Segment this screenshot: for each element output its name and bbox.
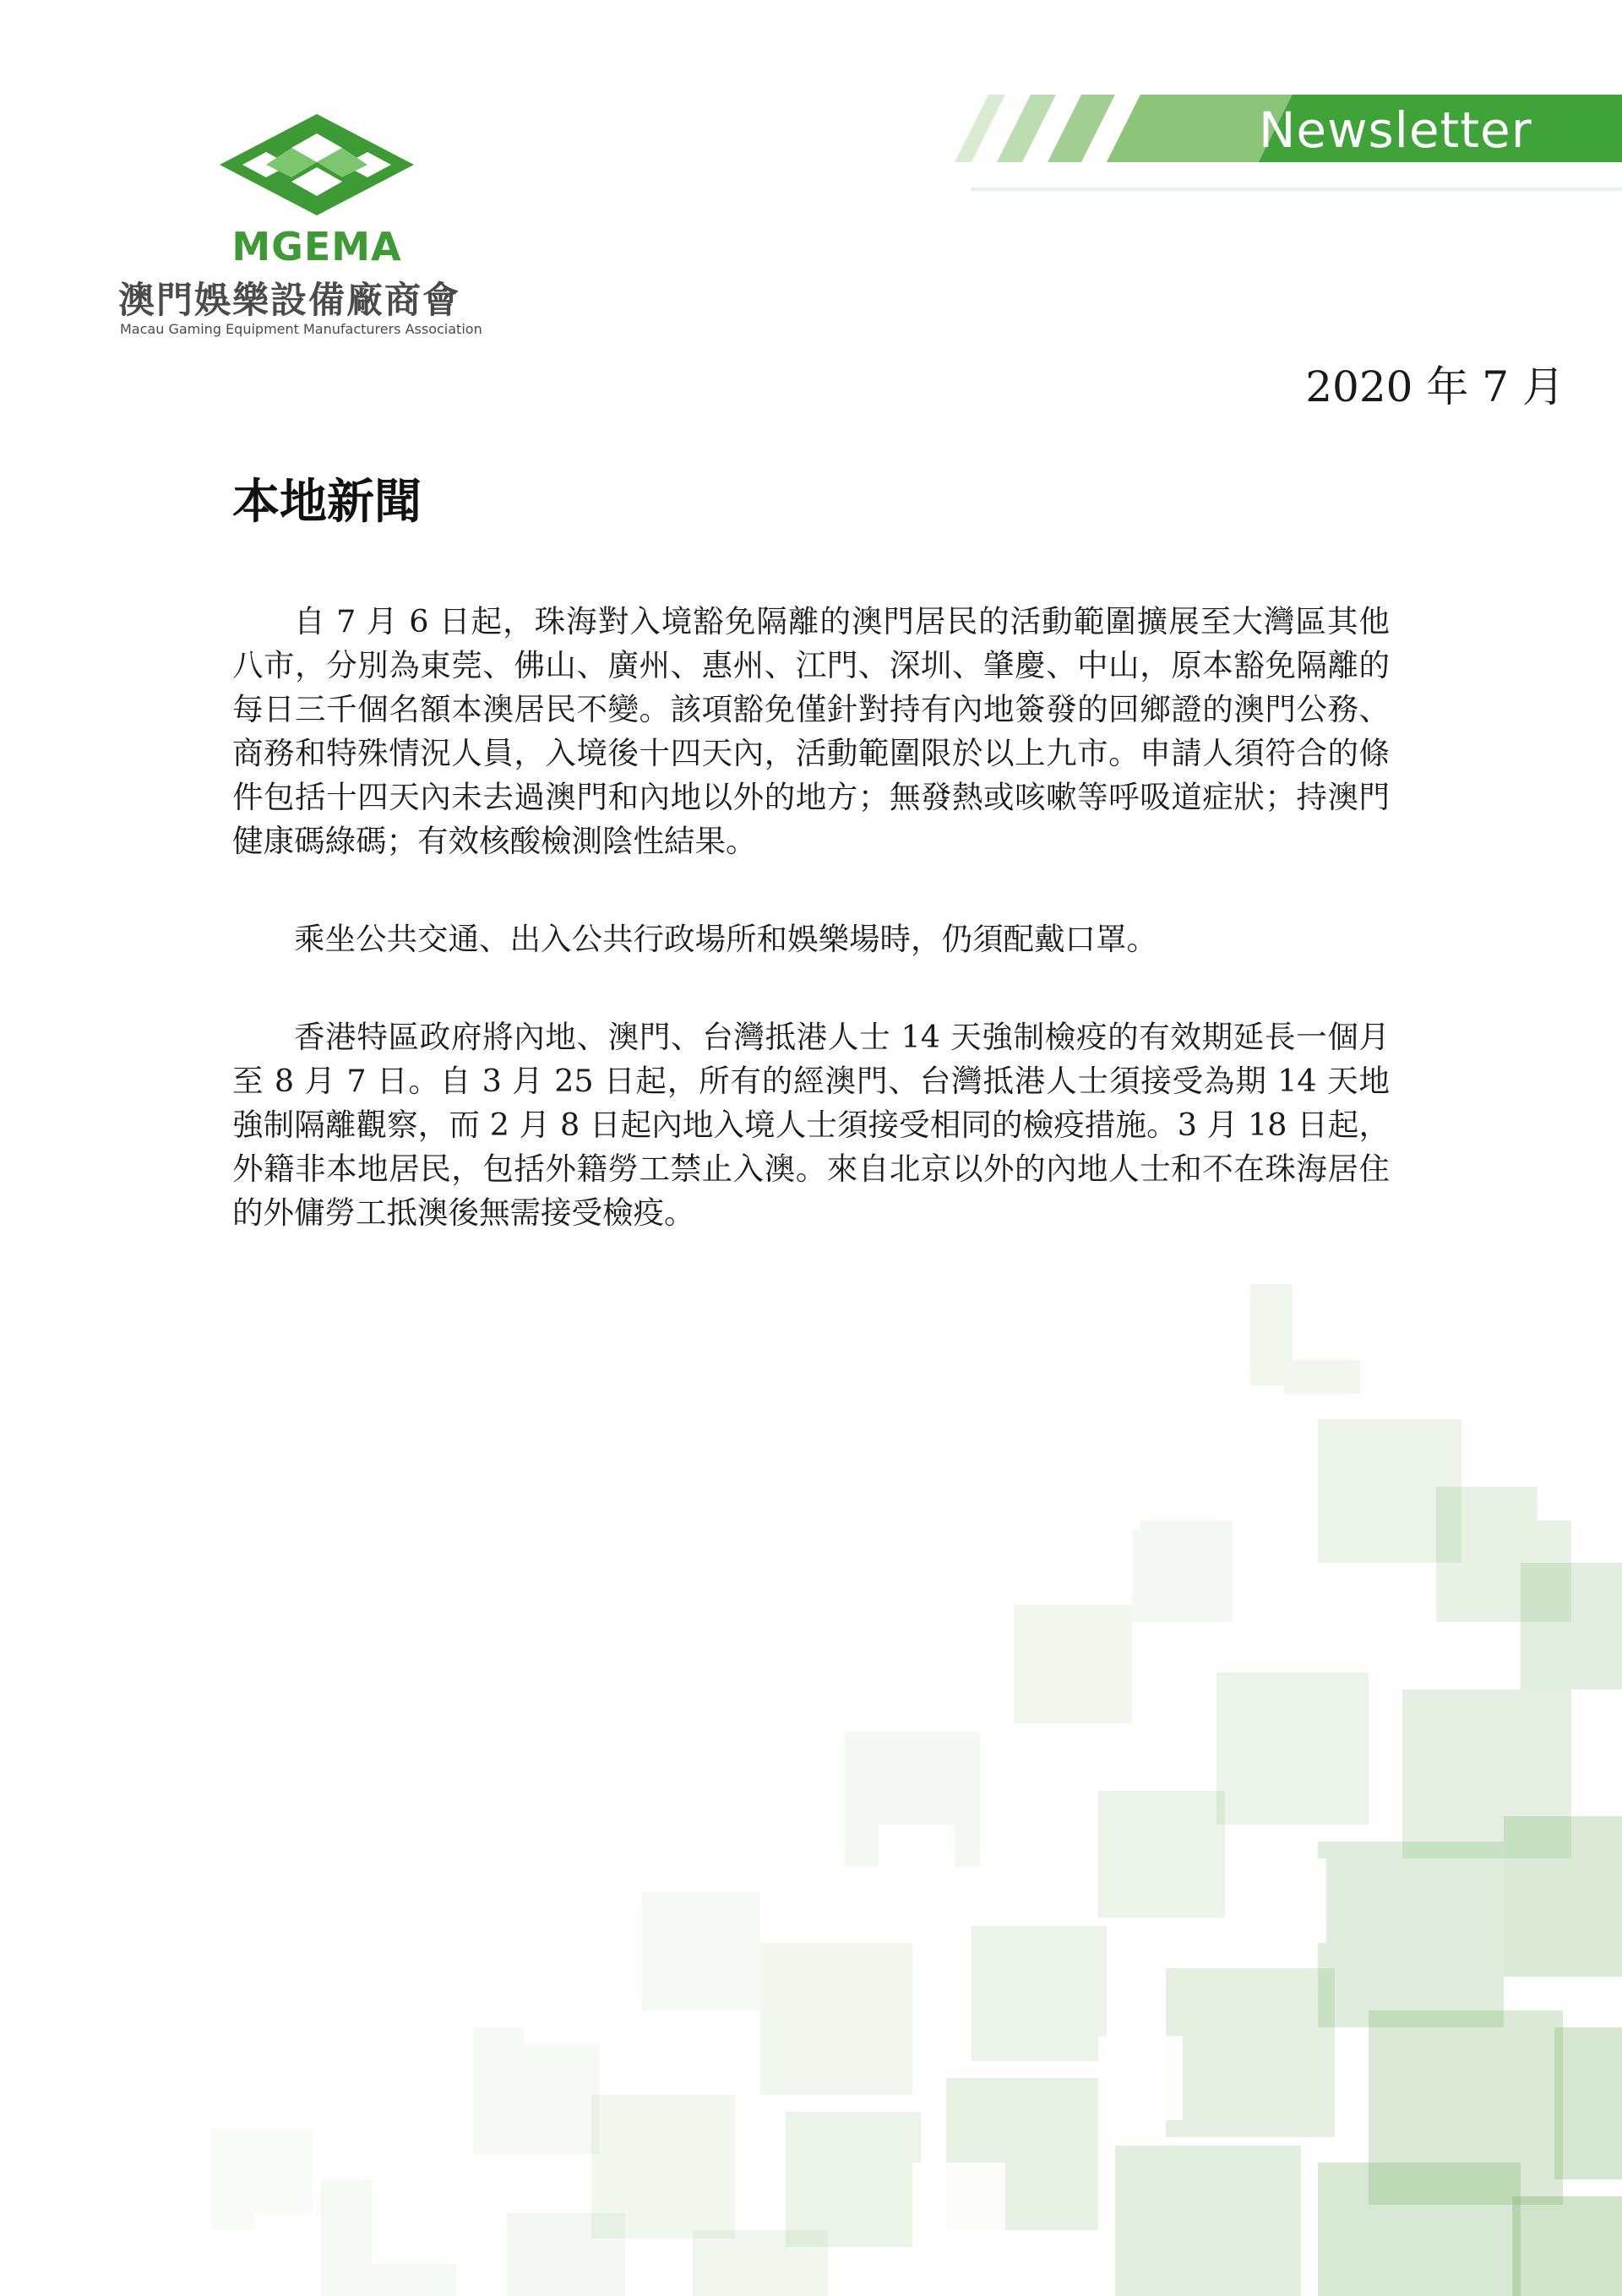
mgema-logo	[118, 110, 498, 346]
paragraph: 乘坐公共交通、出入公共行政場所和娛樂場時，仍須配戴口罩。	[294, 921, 1157, 957]
paragraph: 自 7 月 6 日起，珠海對入境豁免隔離的澳門居民的活動範圍擴展至大灣區其他八市，分別為東莞、佛山、廣州、惠州、江門、深圳、肇慶、中山，原本豁免隔離的每日三千個名額本澳居民不變。該項豁免僅針對持有內地簽發的回鄉證的澳門公務、商務和特殊情況人員，入境後十四天內，活動範圍限於以上九市。申請人須符合的條件包括十四天內未去過澳門和內地以外的地方；無發熱或咳嗽等呼吸道症狀；持澳門健康碼綠碼；有效核酸檢測陰性結果。	[232, 603, 1390, 859]
paragraph: 香港特區政府將內地、澳門、台灣抵港人士 14 天強制檢疫的有效期延長一個月至 8 月 7 日。自 3 月 25 日起，所有的經澳門、台灣抵港人士須接受為期 14 天地強制隔離觀察，而 2 月 8 日起內地入境人士須接受相同的檢疫措施。3 月 18 日起，外籍非本地居民，包括外籍勞工禁止入澳。來自北京以外的內地人士和不在珠海居住的外傭勞工抵澳後無需接受檢疫。	[232, 1019, 1390, 1231]
issue-date: 2020 年 7 月	[1305, 362, 1565, 411]
logo-acronym: MGEMA	[231, 224, 402, 269]
logo-diamond-icon	[215, 110, 418, 220]
logo-english-name: Macau Gaming Equipment Manufacturers Association	[120, 321, 482, 337]
logo-chinese-name: 澳門娛樂設備廠商會	[118, 280, 460, 322]
newsletter-label: Newsletter	[1259, 101, 1532, 159]
article-body	[232, 600, 1390, 1289]
section-title: 本地新聞	[232, 475, 422, 530]
